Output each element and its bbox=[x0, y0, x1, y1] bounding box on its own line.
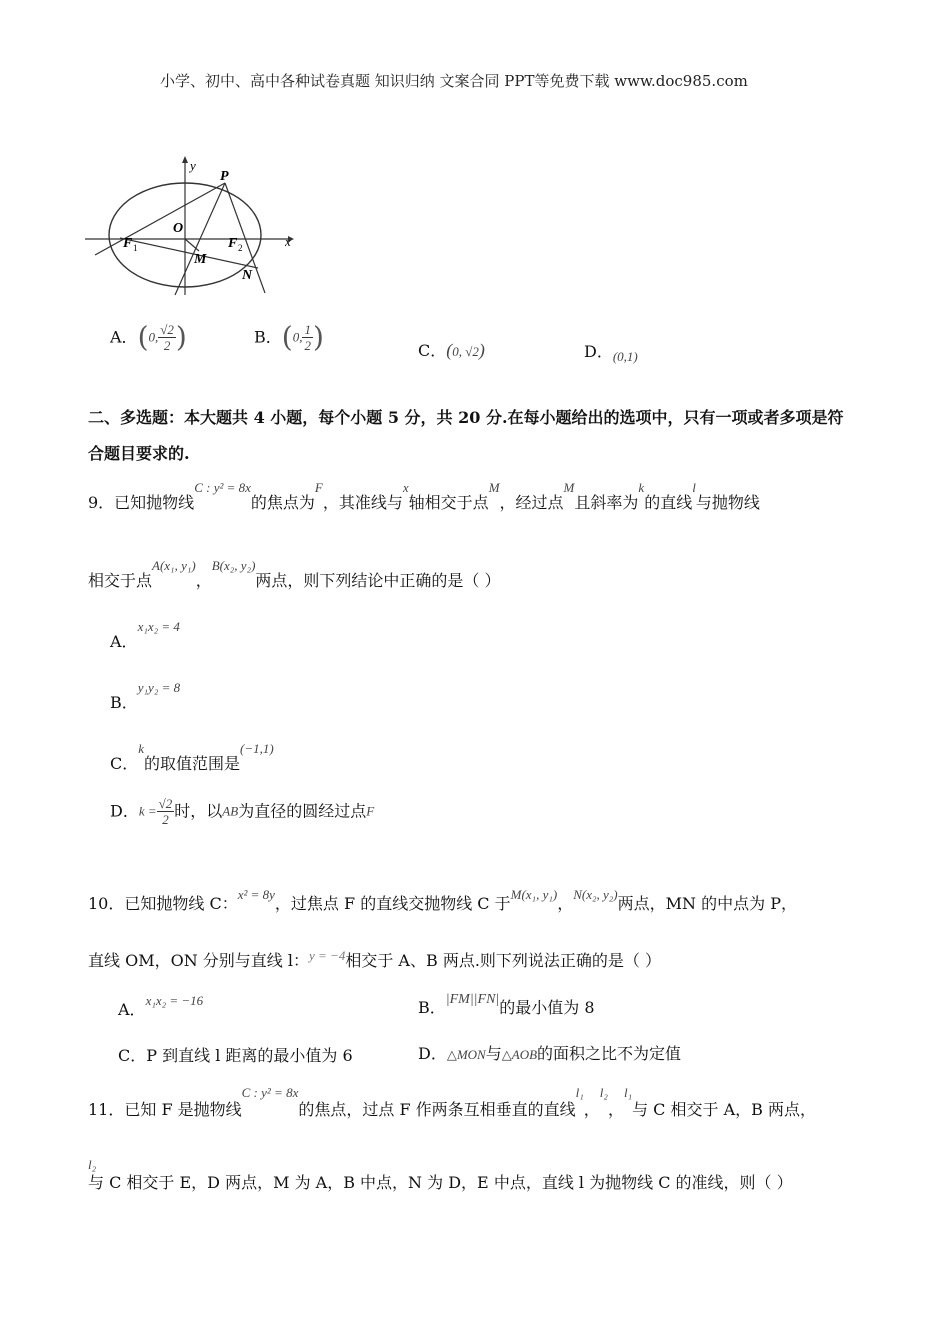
q10-stem-line1: 10．已知抛物线 C：x² = 8y，过焦点 F 的直线交抛物线 C 于M(x₁, y₁)，N(x₂, y₂)两点，MN 的中点为 P， bbox=[88, 887, 797, 913]
q9-option-b: B．y₁y₂ = 8 bbox=[110, 680, 181, 712]
q10-option-b: B．|FM||FN|的最小值为 8 bbox=[418, 992, 595, 1017]
q9-option-d: D．k = $\frac{√2}{2}$ 时，以AB为直径的圆经过点F bbox=[110, 796, 375, 827]
label-f2: F bbox=[228, 236, 238, 251]
q9-stem-line2: 相交于点A(x₁, y₁)，B(x₂, y₂)两点，则下列结论中正确的是（ ） bbox=[88, 558, 501, 590]
label-x: x bbox=[285, 234, 291, 249]
y-axis-arrow bbox=[182, 156, 188, 163]
page-header: 小学、初中、高中各种试卷真题 知识归纳 文案合同 PPT等免费下载 www.doc985.com bbox=[160, 72, 748, 90]
q8-option-b: B．(0, $\frac{1}{2}$ ) bbox=[254, 320, 324, 354]
section2-heading-line2: 合题目要求的. bbox=[88, 444, 190, 463]
label-f1: F bbox=[123, 236, 133, 251]
label-m: M bbox=[194, 252, 207, 267]
q9-stem-line1: 9．已知抛物线C : y² = 8x的焦点为F，其准线与x轴相交于点M，经过点M且斜率为k的直线l与抛物线 bbox=[88, 480, 760, 512]
label-f2-sub: 2 bbox=[238, 243, 243, 253]
line-f1-p bbox=[95, 183, 225, 255]
ellipse-figure bbox=[80, 150, 310, 305]
q10-stem-line2: 直线 OM，ON 分别与直线 l：y = −4相交于 A、B 两点.则下列说法正确的是（ ） bbox=[88, 948, 661, 970]
q8-option-d: D．$_{(0,1)}$ bbox=[584, 342, 638, 364]
q9-option-c: C．k的取值范围是(−1,1) bbox=[110, 741, 274, 773]
q10-option-d: D．△MON与△AOB的面积之比不为定值 bbox=[418, 1044, 682, 1063]
section2-heading-line1: 二、多选题：本大题共 4 小题，每个小题 5 分，共 20 分.在每小题给出的选项中，只有一项或者多项是符 bbox=[88, 408, 844, 427]
label-p: P bbox=[220, 169, 229, 184]
q8-option-c: C．(0, √2) bbox=[418, 340, 485, 360]
label-y: y bbox=[190, 158, 196, 173]
q8-option-a: A．(0, $\frac{√2}{2}$ ) bbox=[110, 320, 187, 354]
label-f1-sub: 1 bbox=[133, 243, 138, 253]
q10-option-a: A．x₁x₂ = −16 bbox=[118, 993, 204, 1019]
q11-stem-line2: l₂ 与 C 相交于 E，D 两点，M 为 A，B 中点，N 为 D，E 中点，直线 l 为抛物线 C 的准线，则（ ） bbox=[88, 1157, 793, 1192]
q11-stem-line1: 11．已知 F 是抛物线C : y² = 8x的焦点，过点 F 作两条互相垂直的直线l₁，l₂，l₁与 C 相交于 A，B 两点， bbox=[88, 1085, 816, 1119]
label-o: O bbox=[173, 221, 184, 236]
label-n: N bbox=[242, 268, 253, 283]
q9-option-a: A．x₁x₂ = 4 bbox=[110, 619, 180, 651]
q10-option-c: C．P 到直线 l 距离的最小值为 6 bbox=[118, 1046, 353, 1065]
